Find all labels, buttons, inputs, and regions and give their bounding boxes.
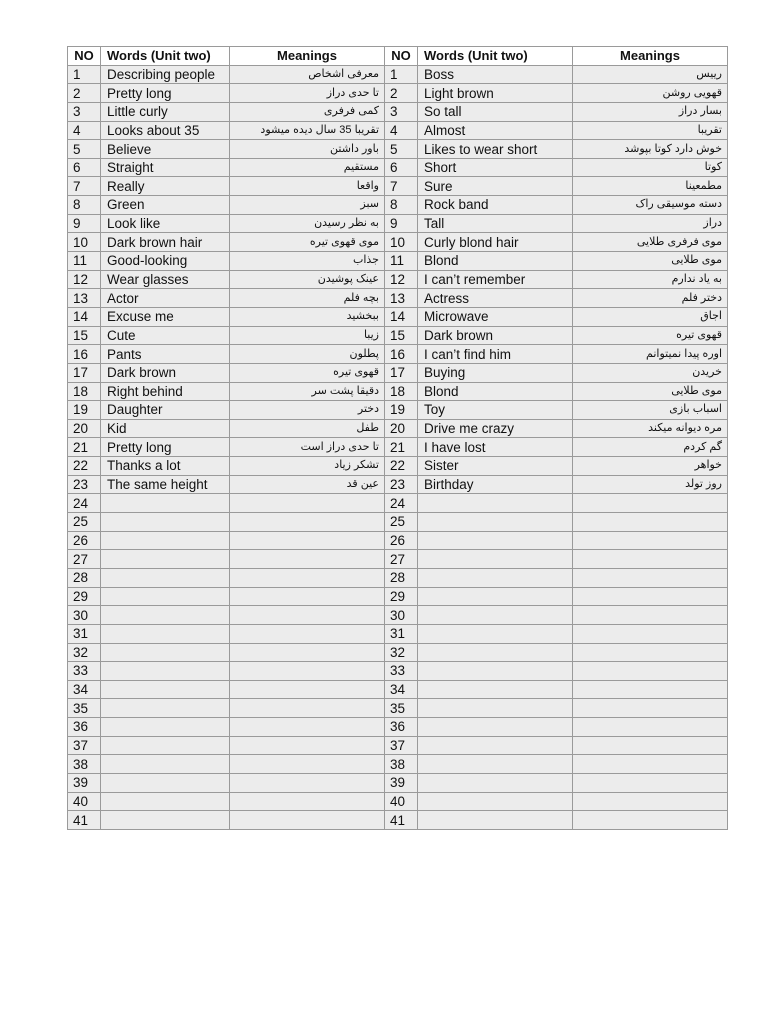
row-number-left: 5 [68, 140, 101, 159]
word-left [101, 792, 230, 811]
word-right: Boss [418, 65, 573, 84]
row-number-right: 10 [385, 233, 418, 252]
word-left: Looks about 35 [101, 121, 230, 140]
word-right [418, 718, 573, 737]
meaning-right: موی طلایی [573, 382, 728, 401]
table-row [68, 345, 728, 364]
meaning-right: خواهر [573, 457, 728, 476]
row-number-left: 4 [68, 121, 101, 140]
row-number-right: 36 [385, 718, 418, 737]
header-meanings-right: Meanings [573, 47, 728, 66]
row-number-right: 31 [385, 624, 418, 643]
table-row [68, 457, 728, 476]
row-number-right: 37 [385, 736, 418, 755]
word-right: Short [418, 158, 573, 177]
word-right: Blond [418, 382, 573, 401]
row-number-right: 13 [385, 289, 418, 308]
word-left: Little curly [101, 102, 230, 121]
table-row [68, 289, 728, 308]
row-number-right: 2 [385, 84, 418, 103]
meaning-right [573, 792, 728, 811]
row-number-left: 12 [68, 270, 101, 289]
table-row [68, 587, 728, 606]
word-left [101, 773, 230, 792]
word-left [101, 606, 230, 625]
header-words-left: Words (Unit two) [101, 47, 230, 66]
meaning-left [230, 680, 385, 699]
meaning-left [230, 792, 385, 811]
table-row [68, 718, 728, 737]
word-right: Toy [418, 401, 573, 420]
word-right [418, 624, 573, 643]
word-right [418, 494, 573, 513]
meaning-left [230, 531, 385, 550]
word-left: Right behind [101, 382, 230, 401]
meaning-left: واقعا [230, 177, 385, 196]
word-right [418, 531, 573, 550]
row-number-left: 30 [68, 606, 101, 625]
word-right: Curly blond hair [418, 233, 573, 252]
meaning-left [230, 624, 385, 643]
word-left [101, 736, 230, 755]
meaning-right: قهویی روشن [573, 84, 728, 103]
word-left [101, 643, 230, 662]
meaning-left [230, 568, 385, 587]
header-no-left: NO [68, 47, 101, 66]
meaning-right [573, 531, 728, 550]
row-number-left: 15 [68, 326, 101, 345]
meaning-right: کوتا [573, 158, 728, 177]
row-number-left: 27 [68, 550, 101, 569]
table-row [68, 531, 728, 550]
table-row [68, 624, 728, 643]
meaning-right [573, 643, 728, 662]
word-left: Good-looking [101, 252, 230, 271]
word-right [418, 587, 573, 606]
row-number-left: 29 [68, 587, 101, 606]
table-row [68, 233, 728, 252]
word-left: Thanks a lot [101, 457, 230, 476]
word-right: Sister [418, 457, 573, 476]
row-number-right: 4 [385, 121, 418, 140]
row-number-left: 10 [68, 233, 101, 252]
meaning-right [573, 811, 728, 830]
word-left: The same height [101, 475, 230, 494]
row-number-right: 3 [385, 102, 418, 121]
meaning-left: قهوی تیره [230, 363, 385, 382]
meaning-right [573, 773, 728, 792]
word-right [418, 643, 573, 662]
table-row [68, 606, 728, 625]
table-row [68, 513, 728, 532]
word-left: Excuse me [101, 307, 230, 326]
row-number-left: 18 [68, 382, 101, 401]
row-number-right: 40 [385, 792, 418, 811]
word-left: Daughter [101, 401, 230, 420]
table-row [68, 252, 728, 271]
word-left: Cute [101, 326, 230, 345]
meaning-right [573, 699, 728, 718]
meaning-right: به یاد ندارم [573, 270, 728, 289]
word-left [101, 550, 230, 569]
meaning-right: بسار دراز [573, 102, 728, 121]
row-number-right: 14 [385, 307, 418, 326]
word-left: Pretty long [101, 438, 230, 457]
word-right [418, 736, 573, 755]
row-number-right: 24 [385, 494, 418, 513]
meaning-right: اسباب بازی [573, 401, 728, 420]
word-right: Microwave [418, 307, 573, 326]
meaning-left: موی قهوی تیره [230, 233, 385, 252]
row-number-left: 6 [68, 158, 101, 177]
row-number-left: 7 [68, 177, 101, 196]
table-row [68, 382, 728, 401]
row-number-left: 8 [68, 196, 101, 215]
table-row [68, 84, 728, 103]
word-left [101, 494, 230, 513]
meaning-right: مره دیوانه میکند [573, 419, 728, 438]
row-number-right: 20 [385, 419, 418, 438]
word-left [101, 662, 230, 681]
meaning-left [230, 811, 385, 830]
meaning-right: موی فرفری طلایی [573, 233, 728, 252]
header-words-right: Words (Unit two) [418, 47, 573, 66]
word-right: Likes to wear short [418, 140, 573, 159]
table-row [68, 121, 728, 140]
meaning-left: دختر [230, 401, 385, 420]
meaning-right: خریدن [573, 363, 728, 382]
table-row [68, 811, 728, 830]
table-row [68, 699, 728, 718]
meaning-left [230, 606, 385, 625]
row-number-left: 26 [68, 531, 101, 550]
row-number-left: 31 [68, 624, 101, 643]
row-number-left: 2 [68, 84, 101, 103]
word-right: I have lost [418, 438, 573, 457]
row-number-right: 21 [385, 438, 418, 457]
row-number-left: 9 [68, 214, 101, 233]
row-number-right: 8 [385, 196, 418, 215]
meaning-right [573, 662, 728, 681]
word-right: So tall [418, 102, 573, 121]
meaning-left: بچه فلم [230, 289, 385, 308]
word-right [418, 699, 573, 718]
meaning-right [573, 736, 728, 755]
row-number-left: 23 [68, 475, 101, 494]
row-number-right: 30 [385, 606, 418, 625]
table-row [68, 102, 728, 121]
meaning-left: دقیقا پشت سر [230, 382, 385, 401]
table-row [68, 438, 728, 457]
word-right [418, 755, 573, 774]
row-number-left: 32 [68, 643, 101, 662]
table-row [68, 494, 728, 513]
meaning-left: سبز [230, 196, 385, 215]
word-left [101, 680, 230, 699]
meaning-right: دراز [573, 214, 728, 233]
meaning-left [230, 662, 385, 681]
row-number-left: 22 [68, 457, 101, 476]
word-right [418, 606, 573, 625]
row-number-left: 25 [68, 513, 101, 532]
row-number-left: 21 [68, 438, 101, 457]
word-left: Wear glasses [101, 270, 230, 289]
meaning-left: معرفی اشخاص [230, 65, 385, 84]
meaning-left [230, 718, 385, 737]
word-left [101, 568, 230, 587]
table-row [68, 65, 728, 84]
row-number-left: 36 [68, 718, 101, 737]
table-row [68, 158, 728, 177]
row-number-right: 23 [385, 475, 418, 494]
row-number-right: 27 [385, 550, 418, 569]
word-right [418, 513, 573, 532]
row-number-left: 40 [68, 792, 101, 811]
row-number-left: 34 [68, 680, 101, 699]
row-number-left: 17 [68, 363, 101, 382]
meaning-right: خوش دارد کوتا بپوشد [573, 140, 728, 159]
meaning-right [573, 513, 728, 532]
row-number-left: 16 [68, 345, 101, 364]
meaning-left: تشکر زیاد [230, 457, 385, 476]
header-meanings-left: Meanings [230, 47, 385, 66]
meaning-left [230, 643, 385, 662]
table-row [68, 475, 728, 494]
row-number-right: 25 [385, 513, 418, 532]
row-number-left: 19 [68, 401, 101, 420]
row-number-right: 32 [385, 643, 418, 662]
word-left: Pants [101, 345, 230, 364]
meaning-left: تا حدی دراز [230, 84, 385, 103]
word-right: Tall [418, 214, 573, 233]
meaning-right: اجاق [573, 307, 728, 326]
word-right: I can’t find him [418, 345, 573, 364]
header-row [68, 47, 728, 66]
meaning-left: طفل [230, 419, 385, 438]
meaning-left [230, 494, 385, 513]
row-number-right: 26 [385, 531, 418, 550]
meaning-left [230, 513, 385, 532]
row-number-right: 19 [385, 401, 418, 420]
row-number-right: 11 [385, 252, 418, 271]
table-row [68, 270, 728, 289]
word-right: I can’t remember [418, 270, 573, 289]
row-number-left: 37 [68, 736, 101, 755]
meaning-left: کمی فرفری [230, 102, 385, 121]
word-left: Pretty long [101, 84, 230, 103]
word-left [101, 513, 230, 532]
row-number-right: 41 [385, 811, 418, 830]
meaning-right [573, 494, 728, 513]
meaning-left: عین قد [230, 475, 385, 494]
meaning-right: دختر فلم [573, 289, 728, 308]
row-number-left: 3 [68, 102, 101, 121]
row-number-right: 18 [385, 382, 418, 401]
meaning-left [230, 773, 385, 792]
vocabulary-table [67, 46, 728, 830]
meaning-left: باور داشتن [230, 140, 385, 159]
meaning-left: زیبا [230, 326, 385, 345]
meaning-left: عینک پوشیدن [230, 270, 385, 289]
word-left: Believe [101, 140, 230, 159]
word-left [101, 699, 230, 718]
table-row [68, 419, 728, 438]
table-row [68, 196, 728, 215]
row-number-left: 28 [68, 568, 101, 587]
meaning-right [573, 624, 728, 643]
meaning-right [573, 568, 728, 587]
word-left [101, 531, 230, 550]
meaning-left: مستقیم [230, 158, 385, 177]
word-left: Straight [101, 158, 230, 177]
word-left: Look like [101, 214, 230, 233]
meaning-left: به نظر رسیدن [230, 214, 385, 233]
table-body [68, 65, 728, 829]
row-number-left: 39 [68, 773, 101, 792]
meaning-right [573, 718, 728, 737]
row-number-right: 29 [385, 587, 418, 606]
table-row [68, 140, 728, 159]
row-number-left: 14 [68, 307, 101, 326]
row-number-right: 9 [385, 214, 418, 233]
word-left: Really [101, 177, 230, 196]
meaning-left [230, 699, 385, 718]
meaning-right: گم کردم [573, 438, 728, 457]
word-right: Buying [418, 363, 573, 382]
word-right [418, 792, 573, 811]
meaning-left: تا حدی دراز است [230, 438, 385, 457]
row-number-left: 11 [68, 252, 101, 271]
table-row [68, 755, 728, 774]
row-number-right: 38 [385, 755, 418, 774]
table-row [68, 307, 728, 326]
word-right [418, 811, 573, 830]
word-right: Blond [418, 252, 573, 271]
word-right: Birthday [418, 475, 573, 494]
row-number-left: 35 [68, 699, 101, 718]
row-number-left: 24 [68, 494, 101, 513]
row-number-right: 34 [385, 680, 418, 699]
meaning-right: اوره پیدا نمیتوانم [573, 345, 728, 364]
word-left: Green [101, 196, 230, 215]
table-row [68, 214, 728, 233]
table-row [68, 773, 728, 792]
meaning-left: پطلون [230, 345, 385, 364]
row-number-left: 20 [68, 419, 101, 438]
table-row [68, 568, 728, 587]
meaning-left: جذاب [230, 252, 385, 271]
row-number-left: 38 [68, 755, 101, 774]
word-left [101, 755, 230, 774]
row-number-left: 1 [68, 65, 101, 84]
row-number-right: 7 [385, 177, 418, 196]
row-number-left: 33 [68, 662, 101, 681]
row-number-right: 17 [385, 363, 418, 382]
word-left: Actor [101, 289, 230, 308]
row-number-right: 16 [385, 345, 418, 364]
meaning-right: تقریبا [573, 121, 728, 140]
meaning-right: رییس [573, 65, 728, 84]
table-row [68, 680, 728, 699]
table-row [68, 792, 728, 811]
meaning-right: مطمعینا [573, 177, 728, 196]
meaning-left: تقریبا 35 سال دیده میشود [230, 121, 385, 140]
word-right: Drive me crazy [418, 419, 573, 438]
table-row [68, 736, 728, 755]
word-right: Almost [418, 121, 573, 140]
word-right: Actress [418, 289, 573, 308]
meaning-left [230, 736, 385, 755]
meaning-right: روز تولد [573, 475, 728, 494]
row-number-right: 22 [385, 457, 418, 476]
table-row [68, 177, 728, 196]
meaning-left [230, 550, 385, 569]
word-right: Dark brown [418, 326, 573, 345]
word-right [418, 550, 573, 569]
row-number-left: 13 [68, 289, 101, 308]
word-right [418, 773, 573, 792]
meaning-right: قهوی تیره [573, 326, 728, 345]
word-left: Dark brown hair [101, 233, 230, 252]
word-right: Light brown [418, 84, 573, 103]
table-row [68, 363, 728, 382]
word-left: Describing people [101, 65, 230, 84]
word-left [101, 718, 230, 737]
meaning-right [573, 755, 728, 774]
meaning-right [573, 606, 728, 625]
word-right: Sure [418, 177, 573, 196]
row-number-right: 33 [385, 662, 418, 681]
meaning-right [573, 550, 728, 569]
meaning-left [230, 587, 385, 606]
word-left: Kid [101, 419, 230, 438]
word-right: Rock band [418, 196, 573, 215]
meaning-right: موی طلایی [573, 252, 728, 271]
row-number-right: 12 [385, 270, 418, 289]
table-row [68, 401, 728, 420]
row-number-right: 6 [385, 158, 418, 177]
row-number-right: 35 [385, 699, 418, 718]
table-row [68, 326, 728, 345]
word-left [101, 811, 230, 830]
row-number-right: 5 [385, 140, 418, 159]
row-number-left: 41 [68, 811, 101, 830]
word-right [418, 662, 573, 681]
table-row [68, 550, 728, 569]
meaning-right: دسته موسیقی راک [573, 196, 728, 215]
table-row [68, 662, 728, 681]
row-number-right: 39 [385, 773, 418, 792]
row-number-right: 1 [385, 65, 418, 84]
header-no-right: NO [385, 47, 418, 66]
word-left: Dark brown [101, 363, 230, 382]
meaning-right [573, 680, 728, 699]
meaning-left [230, 755, 385, 774]
meaning-right [573, 587, 728, 606]
word-right [418, 680, 573, 699]
row-number-right: 28 [385, 568, 418, 587]
word-left [101, 624, 230, 643]
meaning-left: ببخشید [230, 307, 385, 326]
table-row [68, 643, 728, 662]
row-number-right: 15 [385, 326, 418, 345]
word-right [418, 568, 573, 587]
word-left [101, 587, 230, 606]
